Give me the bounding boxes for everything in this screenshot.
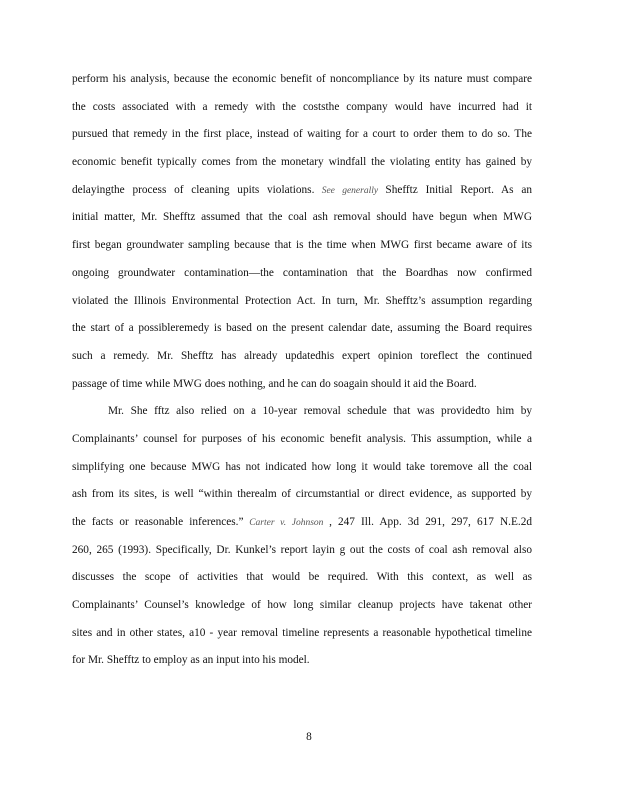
text-line: delayingthe process of cleaning upits violations. See generally Shefftz Initial Report. As an (72, 183, 532, 196)
text-line: Complainants’ Counsel’s knowledge of how long similar cleanup projects have takenat other (72, 599, 532, 612)
text-line: passage of time while MWG does nothing, and he can do soagain should it aid the Board. (72, 377, 477, 390)
text-line: simplifying one because MWG has not indicated how long it would take toremove all the coal (72, 460, 532, 473)
text-line: Complainants’ counsel for purposes of his economic benefit analysis. This assumption, while a (72, 432, 532, 445)
text-line: the facts or reasonable inferences.” Carter v. Johnson , 247 Ill. App. 3d 291, 297, 617 N.E.2d (72, 516, 532, 528)
text-line: pursued that remedy in the first place, instead of waiting for a court to order them to do so. The (72, 128, 532, 141)
paragraph (72, 66, 532, 398)
text-line: ash from its sites, is well “within therealm of circumstantial or direct evidence, as supported by (72, 488, 532, 501)
text-line: first began groundwater sampling because that is the time when MWG first became aware of its (72, 239, 532, 252)
case-citation: See generally (314, 185, 386, 196)
text-line: such a remedy. Mr. Shefftz has already updatedhis expert opinion toreflect the continued (72, 349, 532, 362)
text-line: economic benefit typically comes from the monetary windfall the violating entity has gained by (72, 156, 532, 169)
text-line: 260, 265 (1993). Specifically, Dr. Kunkel’s report layin g out the costs of coal ash removal also (72, 543, 532, 556)
text-line: the start of a possibleremedy is based on the present calendar date, assuming the Board requires (72, 322, 532, 335)
paragraph (72, 398, 532, 675)
text-line: for Mr. Shefftz to employ as an input into his model. (72, 654, 310, 667)
case-citation: Carter v. Johnson (243, 518, 330, 528)
text-line: violated the Illinois Environmental Protection Act. In turn, Mr. Shefftz’s assumption regarding (72, 294, 532, 307)
text-line: sites and in other states, a10 - year removal timeline represents a reasonable hypothetical timeline (72, 626, 532, 639)
text-line: initial matter, Mr. Shefftz assumed that the coal ash removal should have begun when MWG (72, 211, 532, 224)
page-number: 8 (306, 731, 312, 743)
text-line: the costs associated with a remedy with the coststhe company would have incurred had it (72, 100, 532, 113)
body-text (72, 66, 532, 675)
text-line: ongoing groundwater contamination—the contamination that the Boardhas now confirmed (72, 266, 532, 279)
text-line: discusses the scope of activities that would be required. With this context, as well as (72, 571, 532, 584)
text-line: perform his analysis, because the economic benefit of noncompliance by its nature must compare (72, 73, 532, 85)
text-line: Mr. She fftz also relied on a 10-year removal schedule that was providedto him by (108, 405, 532, 418)
